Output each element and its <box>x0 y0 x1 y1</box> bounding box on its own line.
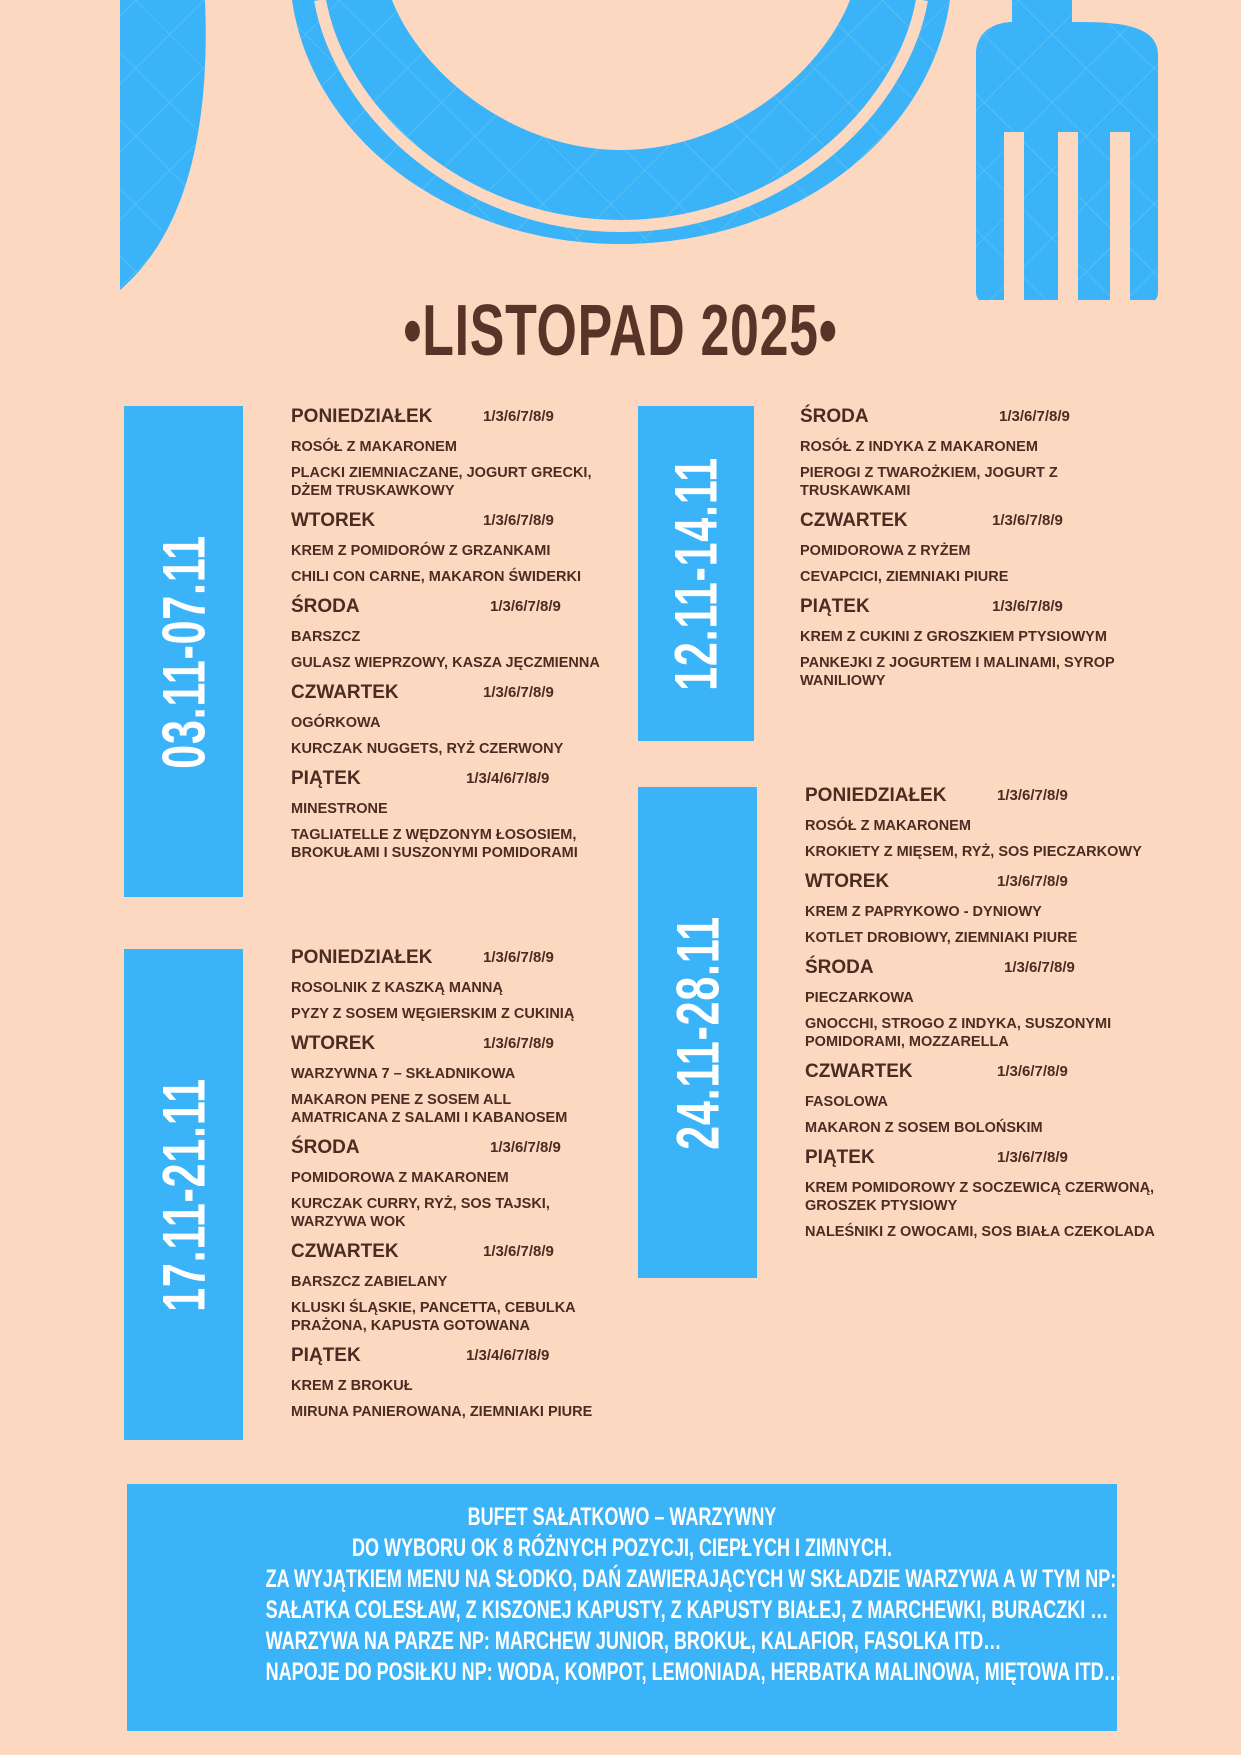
main-dish: CHILI CON CARNE, MAKARON ŚWIDERKI <box>291 569 581 585</box>
day-name: PONIEDZIAŁEK <box>291 947 433 968</box>
week-range-label: 17.11-21.11 <box>150 1077 217 1312</box>
day-tuesday <box>805 869 1160 947</box>
day-name: PIĄTEK <box>291 768 361 789</box>
allergens: 1/3/6/7/8/9 <box>992 598 1063 615</box>
week-menu-2 <box>800 404 1140 698</box>
day-name: WTOREK <box>291 510 376 531</box>
allergens: 1/3/6/7/8/9 <box>483 408 554 425</box>
day-friday <box>291 1343 611 1421</box>
page-title: •LISTOPAD 2025• <box>403 291 838 371</box>
soup: FASOLOWA <box>805 1094 888 1110</box>
week-band-3 <box>124 949 243 1440</box>
buffet-title: BUFET SAŁATKOWO – WARZYWNY <box>467 1503 777 1531</box>
soup: BARSZCZ ZABIELANY <box>291 1274 448 1290</box>
day-thursday <box>291 680 631 758</box>
soup: PIECZARKOWA <box>805 990 914 1006</box>
soup: KREM Z CUKINI Z GROSZKIEM PTYSIOWYM <box>800 629 1107 645</box>
day-tuesday <box>291 1031 611 1127</box>
day-monday <box>291 945 611 1023</box>
main-dish: GNOCCHI, STROGO Z INDYKA, SUSZONYMI POMIDORAMI, MOZZARELLA <box>805 1016 1112 1050</box>
buffet-line: ZA WYJĄTKIEM MENU NA SŁODKO, DAŃ ZAWIERAJĄCYCH W SKŁADZIE WARZYWA A W TYM NP: <box>265 1565 1117 1593</box>
allergens: 1/3/6/7/8/9 <box>992 512 1063 529</box>
week-range-label: 03.11-07.11 <box>150 534 217 769</box>
main-dish: GULASZ WIEPRZOWY, KASZA JĘCZMIENNA <box>291 655 600 671</box>
allergens: 1/3/6/7/8/9 <box>1004 959 1075 976</box>
allergens: 1/3/6/7/8/9 <box>483 949 554 966</box>
soup: KREM Z PAPRYKOWO - DYNIOWY <box>805 904 1042 920</box>
day-name: ŚRODA <box>805 957 874 978</box>
allergens: 1/3/6/7/8/9 <box>490 1139 561 1156</box>
day-monday <box>805 783 1160 861</box>
day-name: PIĄTEK <box>800 596 870 617</box>
day-tuesday <box>291 508 631 586</box>
main-dish: PANKEJKI Z JOGURTEM I MALINAMI, SYROP WANILIOWY <box>800 655 1115 689</box>
main-dish: MAKARON Z SOSEM BOLOŃSKIM <box>805 1120 1043 1136</box>
main-dish: PLACKI ZIEMNIACZANE, JOGURT GRECKI, DŻEM TRUSKAWKOWY <box>291 465 592 499</box>
buffet-line: WARZYWA NA PARZE NP: MARCHEW JUNIOR, BROKUŁ, KALAFIOR, FASOLKA ITD… <box>265 1627 1002 1655</box>
allergens: 1/3/6/7/8/9 <box>997 1063 1068 1080</box>
knife-icon <box>120 0 206 290</box>
day-friday <box>291 766 631 862</box>
main-dish: TAGLIATELLE Z WĘDZONYM ŁOSOSIEM, BROKUŁAMI I SUSZONYMI POMIDORAMI <box>291 827 578 861</box>
soup: KREM Z POMIDORÓW Z GRZANKAMI <box>291 543 551 559</box>
day-name: CZWARTEK <box>800 510 908 531</box>
main-dish: MAKARON PENE Z SOSEM ALL AMATRICANA Z SALAMI I KABANOSEM <box>291 1092 568 1126</box>
week-band-4 <box>638 787 757 1278</box>
main-dish: KOTLET DROBIOWY, ZIEMNIAKI PIURE <box>805 930 1078 946</box>
day-friday <box>805 1145 1160 1241</box>
soup: WARZYWNA 7 – SKŁADNIKOWA <box>291 1066 516 1082</box>
soup: POMIDOROWA Z MAKARONEM <box>291 1170 509 1186</box>
plate-icon <box>292 0 950 244</box>
allergens: 1/3/6/7/8/9 <box>997 873 1068 890</box>
soup: ROSÓŁ Z INDYKA Z MAKARONEM <box>800 439 1038 455</box>
allergens: 1/3/6/7/8/9 <box>997 787 1068 804</box>
day-wednesday <box>291 1135 611 1231</box>
main-dish: NALEŚNIKI Z OWOCAMI, SOS BIAŁA CZEKOLADA <box>805 1224 1155 1240</box>
day-name: ŚRODA <box>800 406 869 427</box>
day-name: ŚRODA <box>291 1137 360 1158</box>
day-name: WTOREK <box>291 1033 376 1054</box>
week-menu-4 <box>805 783 1160 1249</box>
soup: ROSÓŁ Z MAKARONEM <box>291 439 457 455</box>
soup: BARSZCZ <box>291 629 361 645</box>
main-dish: KLUSKI ŚLĄSKIE, PANCETTA, CEBULKA PRAŻONA, KAPUSTA GOTOWANA <box>291 1300 576 1334</box>
allergens: 1/3/4/6/7/8/9 <box>466 770 550 787</box>
day-thursday <box>800 508 1140 586</box>
week-menu-3 <box>291 945 611 1429</box>
day-wednesday <box>291 594 631 672</box>
week-range-label: 24.11-28.11 <box>664 915 731 1150</box>
main-dish: KURCZAK NUGGETS, RYŻ CZERWONY <box>291 741 564 757</box>
day-name: PIĄTEK <box>805 1147 875 1168</box>
week-range-label: 12.11-14.11 <box>662 456 730 691</box>
soup: POMIDOROWA Z RYŻEM <box>800 543 971 559</box>
day-monday <box>291 404 631 500</box>
week-band-2 <box>638 406 754 741</box>
allergens: 1/3/6/7/8/9 <box>483 1035 554 1052</box>
allergens: 1/3/6/7/8/9 <box>490 598 561 615</box>
allergens: 1/3/4/6/7/8/9 <box>466 1347 550 1364</box>
day-name: PIĄTEK <box>291 1345 361 1366</box>
buffet-line: DO WYBORU OK 8 RÓŻNYCH POZYCJI, CIEPŁYCH I ZIMNYCH. <box>351 1534 893 1562</box>
soup: ROSÓŁ Z MAKARONEM <box>805 818 971 834</box>
day-name: PONIEDZIAŁEK <box>291 406 433 427</box>
allergens: 1/3/6/7/8/9 <box>483 512 554 529</box>
day-thursday <box>805 1059 1160 1137</box>
day-name: PONIEDZIAŁEK <box>805 785 947 806</box>
day-wednesday <box>800 404 1140 500</box>
week-menu-1 <box>291 404 631 870</box>
allergens: 1/3/6/7/8/9 <box>483 684 554 701</box>
day-thursday <box>291 1239 611 1335</box>
fork-icon <box>976 0 1158 300</box>
allergens: 1/3/6/7/8/9 <box>999 408 1070 425</box>
day-name: CZWARTEK <box>805 1061 913 1082</box>
soup: OGÓRKOWA <box>291 715 381 731</box>
buffet-line: SAŁATKA COLESŁAW, Z KISZONEJ KAPUSTY, Z KAPUSTY BIAŁEJ, Z MARCHEWKI, BURACZKI … <box>265 1596 1109 1624</box>
soup: KREM Z BROKUŁ <box>291 1378 413 1394</box>
allergens: 1/3/6/7/8/9 <box>483 1243 554 1260</box>
day-wednesday <box>805 955 1160 1051</box>
soup: MINESTRONE <box>291 801 388 817</box>
day-name: ŚRODA <box>291 596 360 617</box>
main-dish: CEVAPCICI, ZIEMNIAKI PIURE <box>800 569 1009 585</box>
day-name: CZWARTEK <box>291 1241 399 1262</box>
buffet-line: NAPOJE DO POSIŁKU NP: WODA, KOMPOT, LEMONIADA, HERBATKA MALINOWA, MIĘTOWA ITD… <box>265 1658 1122 1686</box>
soup: KREM POMIDOROWY Z SOCZEWICĄ CZERWONĄ, GROSZEK PTYSIOWY <box>805 1180 1155 1214</box>
main-dish: PIEROGI Z TWAROŻKIEM, JOGURT Z TRUSKAWKAMI <box>800 465 1058 499</box>
main-dish: KURCZAK CURRY, RYŻ, SOS TAJSKI, WARZYWA WOK <box>291 1196 550 1230</box>
allergens: 1/3/6/7/8/9 <box>997 1149 1068 1166</box>
main-dish: MIRUNA PANIEROWANA, ZIEMNIAKI PIURE <box>291 1404 593 1420</box>
buffet-info-box <box>127 1484 1122 1731</box>
day-name: CZWARTEK <box>291 682 399 703</box>
day-friday <box>800 594 1140 690</box>
week-band-1 <box>124 406 243 897</box>
cutlery-illustration <box>0 0 1241 300</box>
day-name: WTOREK <box>805 871 890 892</box>
soup: ROSOLNIK Z KASZKĄ MANNĄ <box>291 980 503 996</box>
main-dish: KROKIETY Z MIĘSEM, RYŻ, SOS PIECZARKOWY <box>805 844 1142 860</box>
main-dish: PYZY Z SOSEM WĘGIERSKIM Z CUKINIĄ <box>291 1006 575 1022</box>
